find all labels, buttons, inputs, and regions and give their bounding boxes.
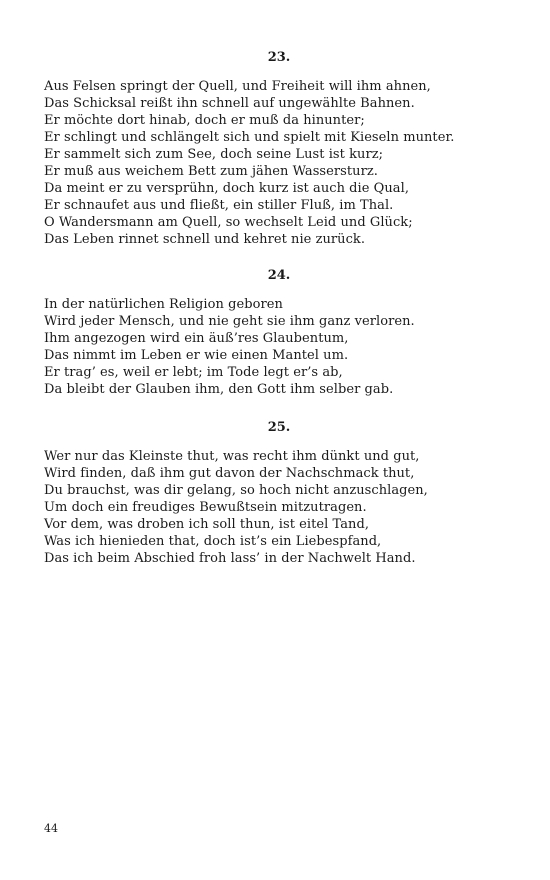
poem-25 xyxy=(44,420,514,567)
poem-line: Wird finden, daß ihm gut davon der Nachschmack thut, xyxy=(44,466,415,481)
poem-line: Wird jeder Mensch, und nie geht sie ihm ganz verloren. xyxy=(44,314,415,329)
poem-line: Das Schicksal reißt ihn schnell auf ungewählte Bahnen. xyxy=(44,96,415,111)
poem-line: O Wandersmann am Quell, so wechselt Leid und Glück; xyxy=(44,215,413,230)
page-number: 44 xyxy=(44,822,58,835)
poem-line: Um doch ein freudiges Bewußtsein mitzutragen. xyxy=(44,500,367,515)
poem-line: Er trag’ es, weil er lebt; im Tode legt er’s ab, xyxy=(44,365,343,380)
poem-line: Ihm angezogen wird ein äuß’res Glaubentum, xyxy=(44,331,349,346)
poem-line: Er möchte dort hinab, doch er muß da hinunter; xyxy=(44,113,365,128)
poem-line: Er muß aus weichem Bett zum jähen Wassersturz. xyxy=(44,164,378,179)
poem-line: Du brauchst, was dir gelang, so hoch nicht anzuschlagen, xyxy=(44,483,428,498)
poem-number: 24. xyxy=(267,268,291,283)
poem-line: Aus Felsen springt der Quell, und Freiheit will ihm ahnen, xyxy=(44,79,431,94)
poem-line: Da bleibt der Glauben ihm, den Gott ihm selber gab. xyxy=(44,382,394,397)
poem-number: 25. xyxy=(267,420,291,435)
poem-line: Das Leben rinnet schnell und kehret nie zurück. xyxy=(44,232,366,247)
poem-24 xyxy=(44,268,514,398)
poem-line: Das nimmt im Leben er wie einen Mantel um. xyxy=(44,348,349,363)
poem-line: Das ich beim Abschied froh lass’ in der Nachwelt Hand. xyxy=(44,551,416,566)
poem-line: Er schnaufet aus und fließt, ein stiller Fluß, im Thal. xyxy=(44,198,394,213)
poem-line: Wer nur das Kleinste thut, was recht ihm dünkt und gut, xyxy=(44,449,420,464)
poem-line: Da meint er zu versprühn, doch kurz ist auch die Qual, xyxy=(44,181,409,196)
poem-line: Er schlingt und schlängelt sich und spielt mit Kieseln munter. xyxy=(44,130,455,145)
poem-line: In der natürlichen Religion geboren xyxy=(44,297,283,312)
poem-line: Vor dem, was droben ich soll thun, ist eitel Tand, xyxy=(44,517,370,532)
poem-number: 23. xyxy=(267,50,291,65)
poem-23 xyxy=(44,50,514,248)
poem-line: Er sammelt sich zum See, doch seine Lust ist kurz; xyxy=(44,147,384,162)
poem-line: Was ich hienieden that, doch ist’s ein Liebespfand, xyxy=(44,534,382,549)
